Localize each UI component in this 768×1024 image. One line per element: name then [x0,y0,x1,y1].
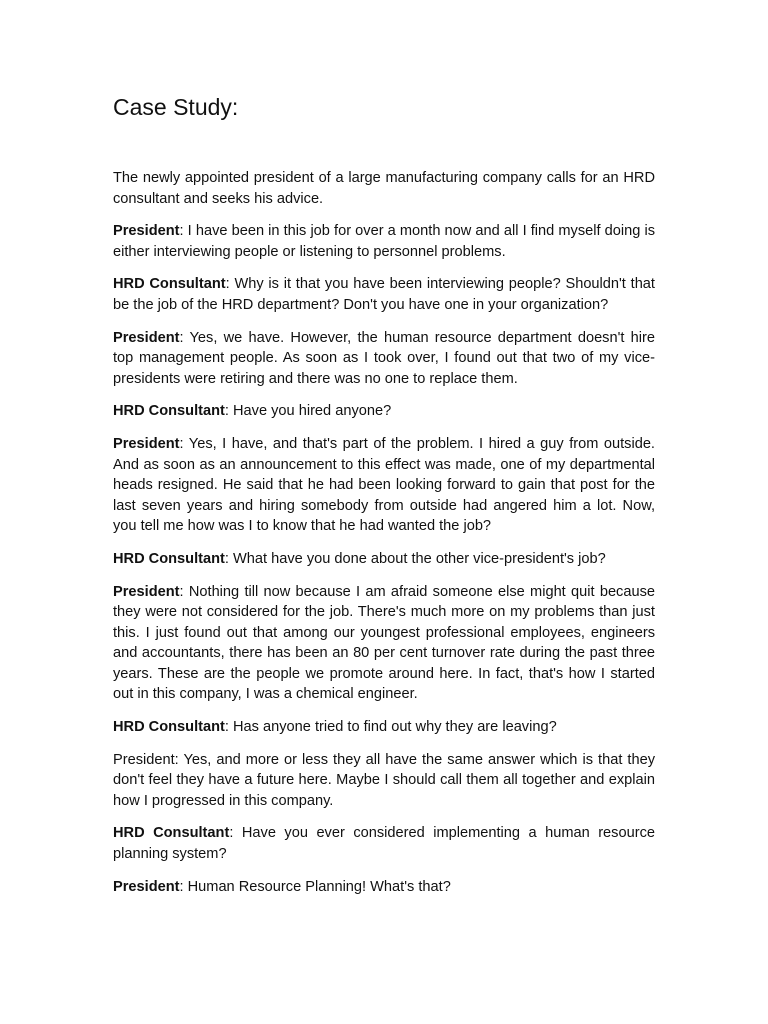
speaker-separator: : [179,583,184,600]
speaker-separator: : [225,276,230,293]
paragraph-text: Human Resource Planning! What's that? [183,878,451,895]
speaker-separator: : [224,719,229,736]
speaker-name: HRD Consultant [113,276,226,293]
speaker-separator: : [179,223,184,240]
paragraph-text: The newly appointed president of a large manufacturing company calls for an HRD consultant and seeks his advice. [113,170,655,207]
speaker-name: President [113,878,180,895]
dialogue-paragraph [113,401,655,422]
dialogue-paragraph [113,274,655,315]
speaker-separator: : [224,550,229,567]
speaker-name: HRD Consultant [113,550,225,567]
speaker-name: President [113,583,180,600]
document-title: Case Study: [113,94,239,120]
dialogue-paragraph [113,717,655,738]
speaker-separator: : [179,329,184,346]
paragraph-text: Have you ever considered implementing a human resource planning system? [113,825,655,863]
speaker-separator: : [179,435,184,452]
paragraph-text: Has anyone tried to find out why they are leaving? [228,719,557,736]
dialogue-paragraph [113,434,655,537]
paragraph-text: What have you done about the other vice-president's job? [228,550,606,567]
dialogue-paragraph [113,582,655,706]
paragraph-text: President: Yes, and more or less they all have the same answer which is that they don't feel they have a future here. Maybe I should call them all together and explain how I progressed in this company. [113,751,655,809]
paragraph-text: Why is it that you have been interviewing people? Shouldn't that be the job of the HRD department? Don't you have one in your organization? [113,276,655,313]
speaker-separator: : [179,878,184,895]
speaker-name: President [113,223,180,240]
speaker-separator: : [229,825,234,842]
speaker-name: President [113,435,180,452]
paragraph-intro [113,168,655,209]
dialogue-paragraph [113,877,655,898]
paragraph-text: Nothing till now because I am afraid someone else might quit because they were not considered for the job. There's much more on my problems than just this. I just found out that among our youngest professional employees, engineers and accountants, there has been an 80 per cent turnover rate during the past three years. These are the people we promote around here. In fact, that's how I started out in this company, I was a chemical engineer. [113,583,655,703]
dialogue-paragraph [113,221,655,262]
dialogue-paragraph [113,328,655,390]
document-body [113,168,655,909]
dialogue-paragraph [113,823,655,864]
paragraph-text: Have you hired anyone? [228,403,392,420]
speaker-name: HRD Consultant [113,719,225,736]
speaker-name: HRD Consultant [113,403,225,420]
speaker-name: HRD Consultant [113,825,230,842]
speaker-name: President [113,329,180,346]
paragraph-text: I have been in this job for over a month now and all I find myself doing is either interviewing people or listening to personnel problems. [113,223,655,260]
dialogue-paragraph [113,750,655,812]
paragraph-text: Yes, we have. However, the human resource department doesn't hire top management people. As soon as I took over, I found out that two of my vice-presidents were retiring and there was no one to replace them. [113,329,655,387]
dialogue-paragraph [113,549,655,570]
speaker-separator: : [224,403,229,420]
paragraph-text: Yes, I have, and that's part of the problem. I hired a guy from outside. And as soon as an announcement to this effect was made, one of my departmental heads resigned. He said that he had been looking forward to gain that post for the last seven years and hiring somebody from outside had angered him a lot. Now, you tell me how was I to know that he had wanted the job? [113,435,655,535]
